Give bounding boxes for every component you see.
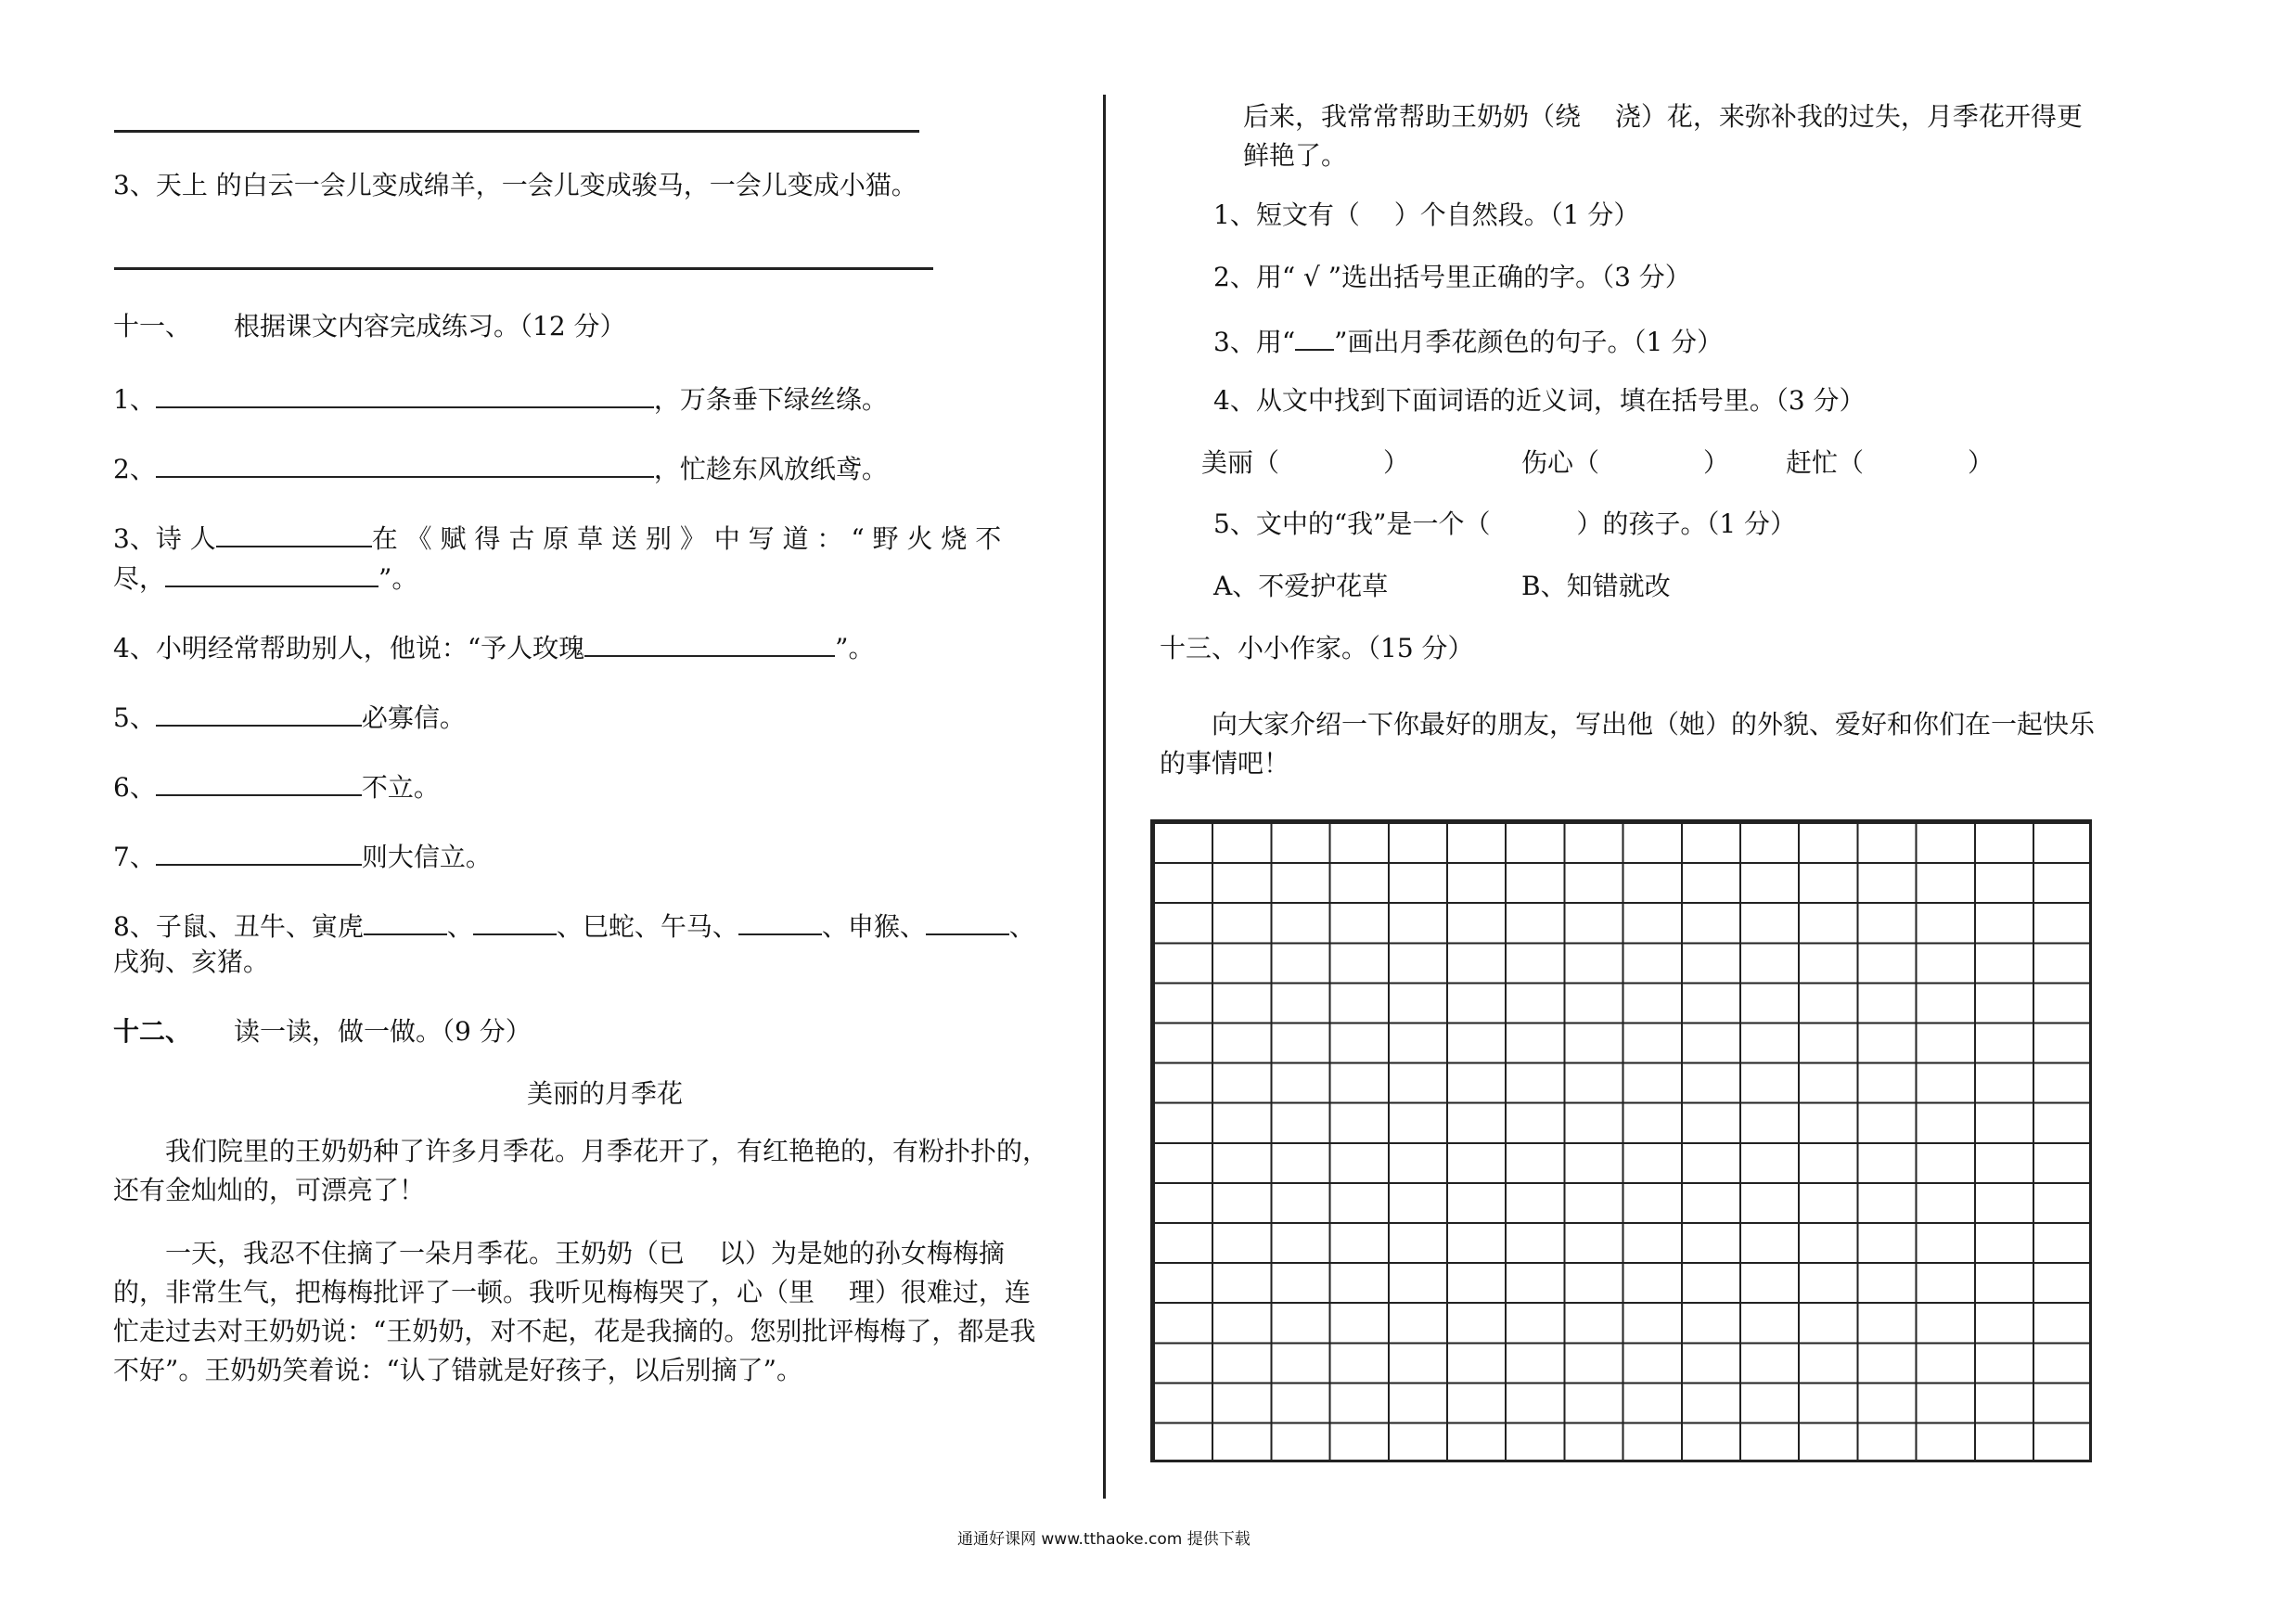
blank[interactable] (156, 838, 362, 866)
blank[interactable] (156, 768, 362, 796)
q8-line2: 戌狗、亥猪。 (113, 946, 270, 977)
blank (1295, 323, 1334, 351)
q8-line1: 8、子鼠、丑牛、寅虎 、 、巳蛇、午马、 、申猴、 、 (113, 908, 1035, 943)
q2: 2、 ，忙趁东风放纸鸢。 (113, 450, 888, 485)
blank[interactable] (156, 699, 362, 727)
q1: 1、 ，万条垂下绿丝绦。 (113, 380, 888, 416)
blank[interactable] (165, 560, 378, 587)
synonym-1[interactable]: 美丽（ ） (1201, 447, 1410, 478)
sentence-3: 3、天上 的白云一会儿变成绵羊，一会儿变成骏马，一会儿变成小猫。 (113, 170, 917, 200)
story-paragraph-3: 后来，我常常帮助王奶奶（绕 浇）花，来弥补我的过失，月季花开得更鲜艳了。 (1243, 101, 2083, 171)
footer-credit: 通通好课网 www.tthaoke.com 提供下载 (957, 1530, 1251, 1549)
blank[interactable] (156, 380, 654, 408)
synonym-2[interactable]: 伤心（ ） (1521, 447, 1730, 478)
question-r1: 1、短文有（ ）个自然段。（1 分） (1213, 200, 1640, 230)
question-r4: 4、从文中找到下面词语的近义词，填在括号里。（3 分） (1213, 385, 1866, 416)
blank[interactable] (156, 450, 654, 478)
synonym-3[interactable]: 赶忙（ ） (1786, 447, 1995, 478)
q6: 6、 不立。 (113, 768, 440, 804)
section-11-number: 十一、 (113, 311, 192, 341)
question-r2: 2、用“ √ ”选出括号里正确的字。（3 分） (1213, 262, 1691, 292)
story-paragraph-2: 一天，我忍不住摘了一朵月季花。王奶奶（已 以）为是她的孙女梅梅摘的，非常生气，把梅梅批评了一顿。我听见梅梅哭了，心（里 理）很难过，连忙走过去对王奶奶说：“王奶奶，对不起，花是我摘的。您别批评梅梅了，都是我不好”。王奶奶笑着说：“认了错就是好孩子，以后别摘了”。 (113, 1238, 1036, 1385)
section-12-number: 十二、 (113, 1016, 192, 1047)
question-r3: 3、用“ ”画出月季花颜色的句子。（1 分） (1213, 323, 1723, 358)
story-title: 美丽的月季花 (527, 1078, 684, 1109)
blank[interactable] (926, 908, 1009, 935)
blank[interactable] (584, 629, 835, 657)
blank[interactable] (216, 520, 372, 547)
section-11-title: 根据课文内容完成练习。（12 分） (234, 311, 626, 341)
option-a[interactable]: A、不爱护花草 (1213, 571, 1389, 601)
section-12-title: 读一读，做一做。（9 分） (234, 1016, 532, 1047)
option-b[interactable]: B、知错就改 (1521, 571, 1671, 601)
q7: 7、 则大信立。 (113, 838, 492, 873)
column-divider (1103, 95, 1106, 1499)
q3-line1: 3、诗 人 在 《 赋 得 古 原 草 送 别 》 中 写 道 ： “ 野 火 烧 不 (113, 520, 1001, 555)
writing-grid[interactable] (1150, 819, 2092, 1462)
q4: 4、小明经常帮助别人，他说：“予人玫瑰 ”。 (113, 629, 874, 664)
blank[interactable] (473, 908, 557, 935)
answer-line (114, 130, 919, 133)
q5: 5、 必寡信。 (113, 699, 466, 734)
blank[interactable] (364, 908, 447, 935)
section-13-title: 十三、小小作家。（15 分） (1160, 633, 1474, 663)
q3-line2: 尽， ”。 (113, 560, 417, 595)
question-r5: 5、文中的“我”是一个（ ）的孩子。（1 分） (1213, 508, 1797, 539)
answer-line (114, 267, 933, 270)
writing-prompt: 向大家介绍一下你最好的朋友，写出他（她）的外貌、爱好和你们在一起快乐的事情吧！ (1160, 709, 2096, 779)
story-paragraph-1: 我们院里的王奶奶种了许多月季花。月季花开了，有红艳艳的，有粉扑扑的，还有金灿灿的，可漂亮了！ (113, 1136, 1049, 1205)
blank[interactable] (738, 908, 822, 935)
